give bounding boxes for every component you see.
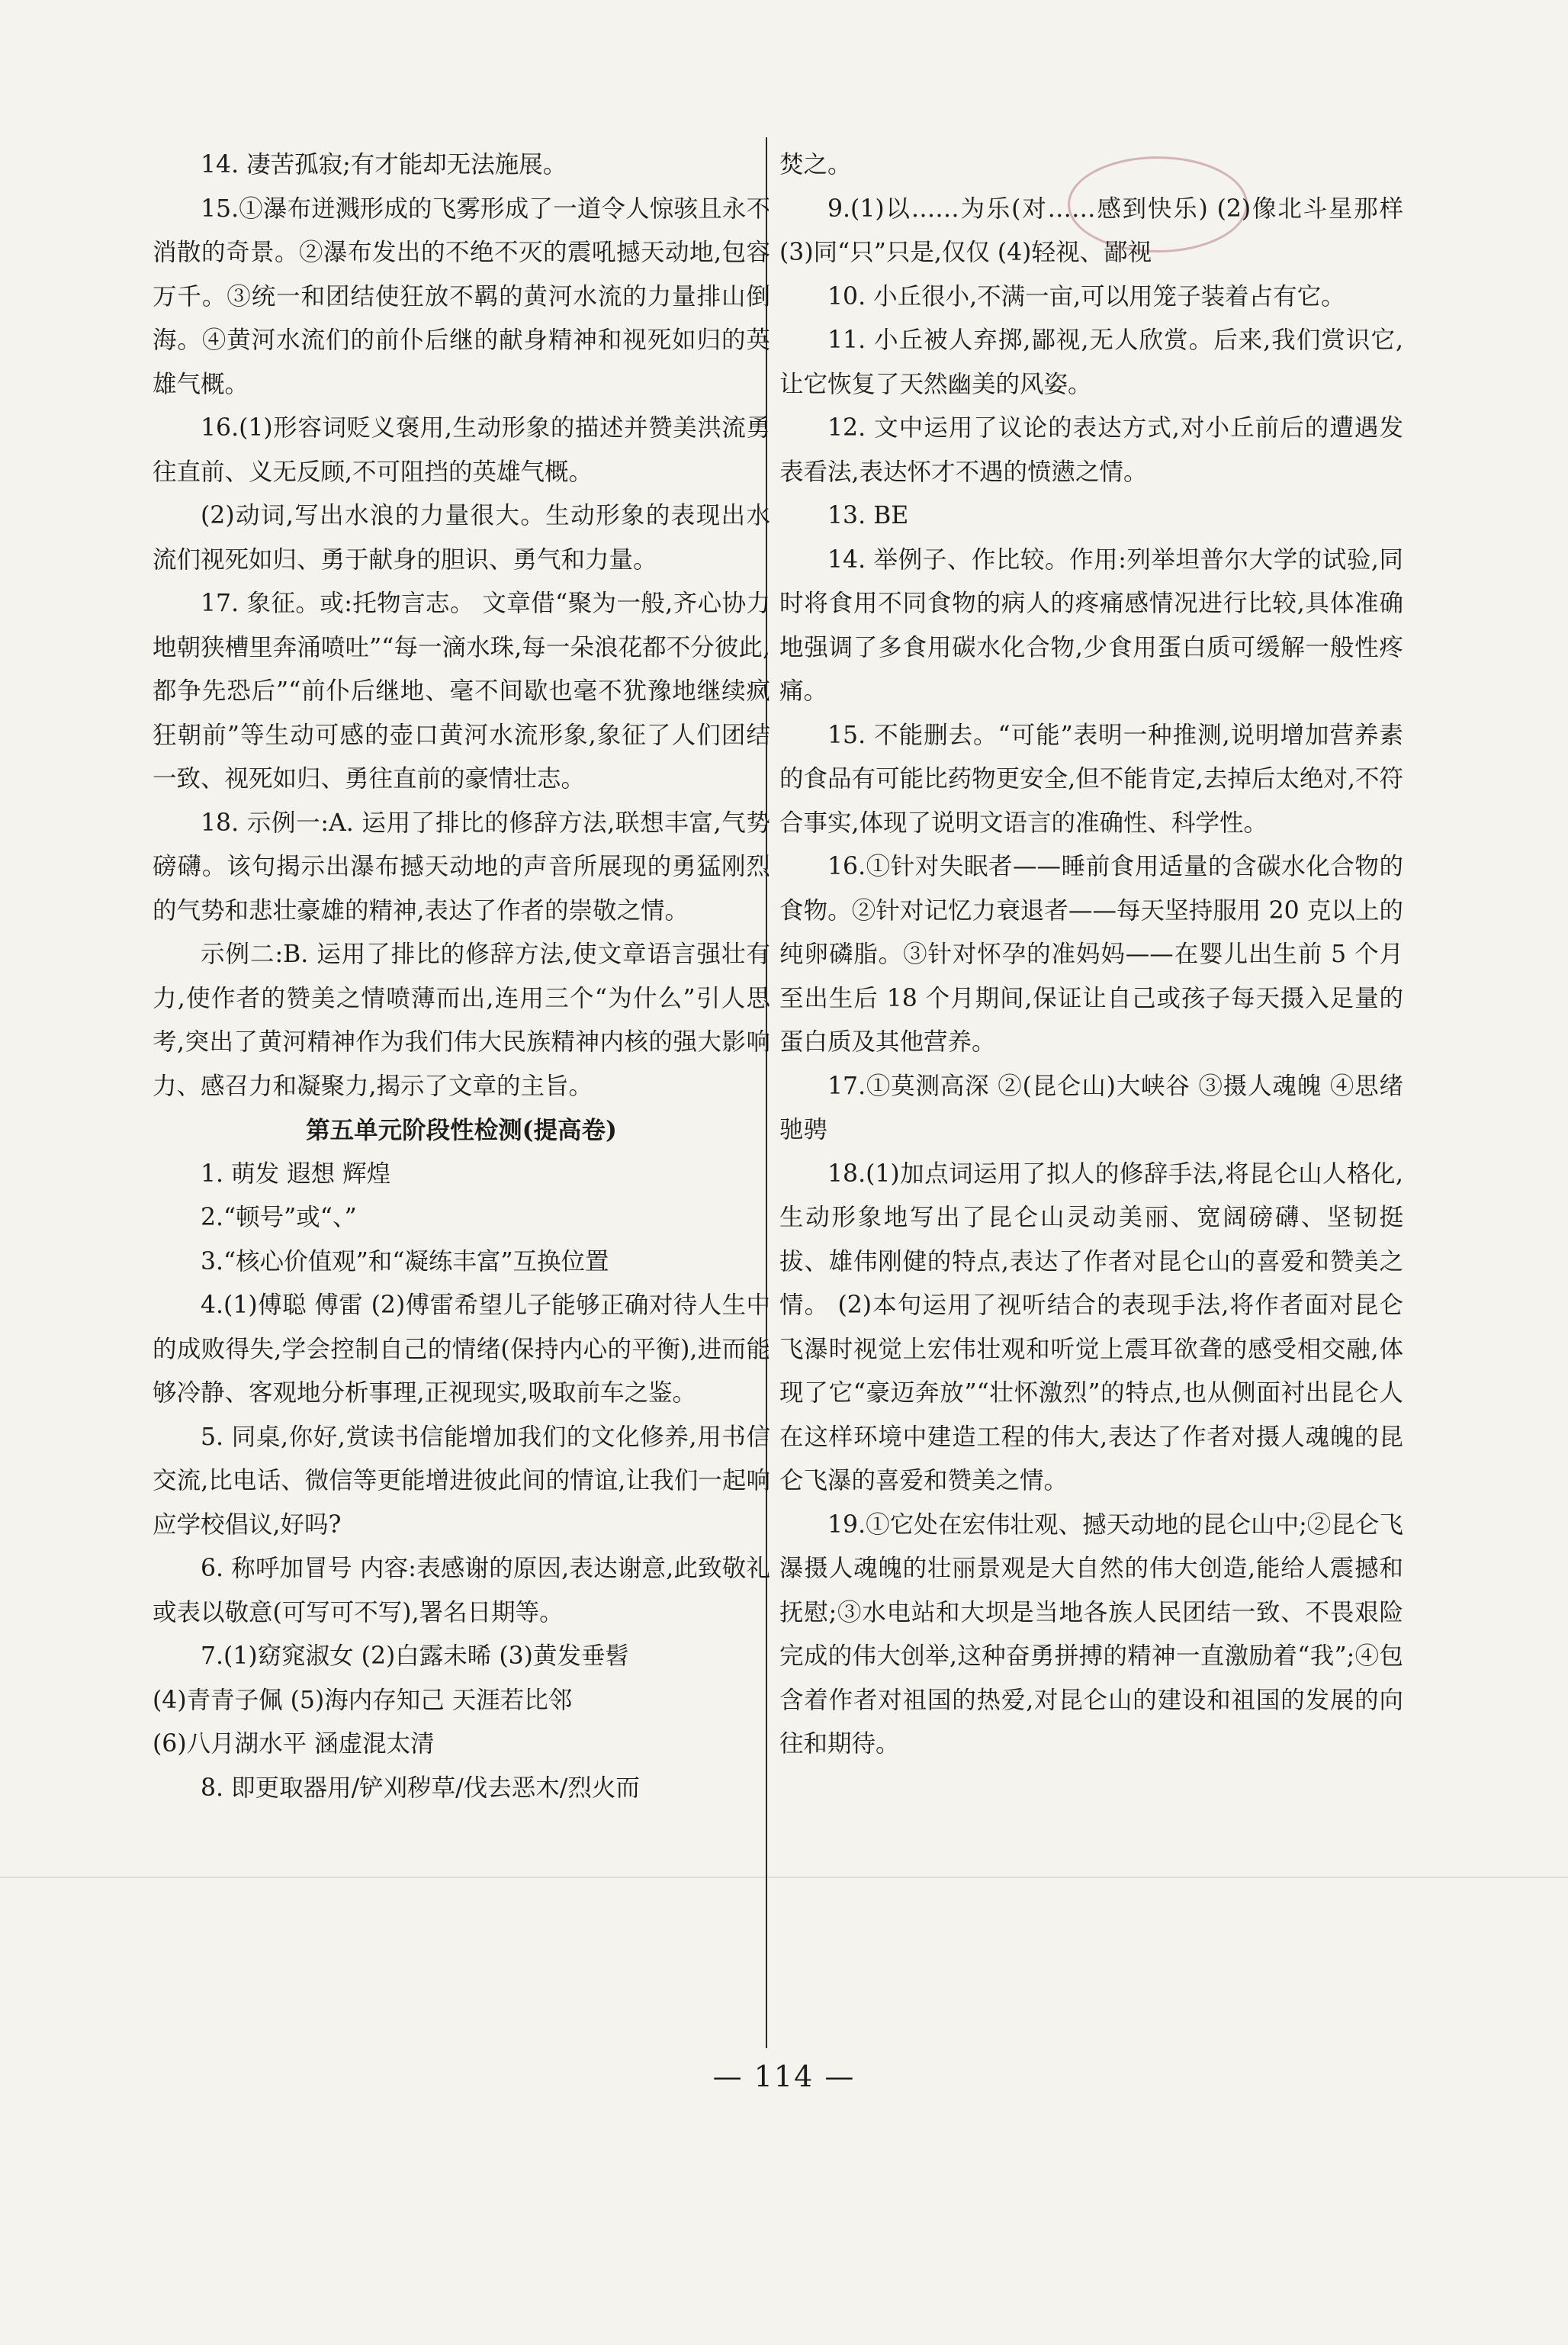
answer-paragraph: 18.(1)加点词运用了拟人的修辞手法,将昆仑山人格化,生动形象地写出了昆仑山灵动美丽、宽阔磅礴、坚韧挺拔、雄伟刚健的特点,表达了作者对昆仑山的喜爱和赞美之情。 (2)本句运用了视听结合的表现手法,将作者面对昆仑飞瀑时视觉上宏伟壮观和听觉上震耳欲聋的感受相交融,体现了它“豪迈奔放”“壮怀激烈”的特点,也从侧面衬出昆仑人在这样环境中建造工程的伟大,表达了作者对摄人魂魄的昆仑飞瀑的喜爱和赞美之情。	[779, 1160, 1403, 1494]
left-column	[153, 143, 770, 1810]
answer-paragraph: 示例二:B. 运用了排比的修辞方法,使文章语言强壮有力,使作者的赞美之情喷薄而出,连用三个“为什么”引人思考,突出了黄河精神作为我们伟大民族精神内核的强大影响力、感召力和凝聚力,揭示了文章的主旨。	[153, 941, 770, 1100]
answer-paragraph: 13. BE	[827, 502, 909, 529]
answer-paragraph: 14. 凄苦孤寂;有才能却无法施展。	[201, 151, 567, 179]
answer-paragraph: 12. 文中运用了议论的表达方式,对小丘前后的遭遇发表看法,表达怀才不遇的愤懑之情。	[779, 414, 1403, 486]
answer-paragraph: 9.(1)以……为乐(对……感到快乐) (2)像北斗星那样 (3)同“只”只是,仅仅 (4)轻视、鄙视	[779, 195, 1403, 266]
answer-paragraph: 17. 象征。或:托物言志。 文章借“聚为一般,齐心协力地朝狭槽里奔涌喷吐”“每一滴水珠,每一朵浪花都不分彼此,都争先恐后”“前仆后继地、毫不间歇也毫不犹豫地继续疯狂朝前”等生动可感的壶口黄河水流形象,象征了人们团结一致、视死如归、勇往直前的豪情壮志。	[153, 590, 770, 793]
answer-paragraph: (6)八月湖水平 涵虚混太清	[153, 1730, 435, 1758]
page-number: — 114 —	[712, 2060, 856, 2093]
answer-paragraph: 7.(1)窈窕淑女 (2)白露未晞 (3)黄发垂髫	[201, 1642, 629, 1670]
answer-paragraph: 11. 小丘被人弃掷,鄙视,无人欣赏。后来,我们赏识它,让它恢复了天然幽美的风姿。	[779, 326, 1403, 398]
answer-paragraph: 5. 同桌,你好,赏读书信能增加我们的文化修养,用书信交流,比电话、微信等更能增进彼此间的情谊,让我们一起响应学校倡议,好吗?	[153, 1423, 770, 1539]
answer-paragraph: 焚之。	[779, 151, 852, 179]
answer-paragraph: 16.①针对失眠者——睡前食用适量的含碳水化合物的食物。②针对记忆力衰退者——每天坚持服用 20 克以上的纯卵磷脂。③针对怀孕的准妈妈——在婴儿出生前 5 个月至出生后 18 个月期间,保证让自己或孩子每天摄入足量的蛋白质及其他营养。	[779, 853, 1403, 1056]
answer-paragraph: 15.①瀑布迸溅形成的飞雾形成了一道令人惊骇且永不消散的奇景。②瀑布发出的不绝不灭的震吼撼天动地,包容万千。③统一和团结使狂放不羁的黄河水流的力量排山倒海。④黄河水流们的前仆后继的献身精神和视死如归的英雄气概。	[153, 195, 770, 398]
answer-paragraph: 14. 举例子、作比较。作用:列举坦普尔大学的试验,同时将食用不同食物的病人的疼痛感情况进行比较,具体准确地强调了多食用碳水化合物,少食用蛋白质可缓解一般性疼痛。	[779, 545, 1403, 705]
section-heading: 第五单元阶段性检测(提高卷)	[306, 1116, 617, 1144]
answer-paragraph: 1. 萌发 遐想 辉煌	[201, 1160, 391, 1188]
page-fold-line	[0, 1877, 1568, 1878]
answer-paragraph: 15. 不能删去。“可能”表明一种推测,说明增加营养素的食品有可能比药物更安全,但不能肯定,去掉后太绝对,不符合事实,体现了说明文语言的准确性、科学性。	[779, 721, 1403, 837]
answer-paragraph: (4)青青子佩 (5)海内存知己 天涯若比邻	[153, 1686, 573, 1714]
answer-paragraph: 17.①莫测高深 ②(昆仑山)大峡谷 ③摄人魂魄 ④思绪驰骋	[779, 1072, 1403, 1144]
answer-paragraph: 3.“核心价值观”和“凝练丰富”互换位置	[201, 1247, 609, 1275]
answer-paragraph: 4.(1)傅聪 傅雷 (2)傅雷希望儿子能够正确对待人生中的成败得失,学会控制自己的情绪(保持内心的平衡),进而能够冷静、客观地分析事理,正视现实,吸取前车之鉴。	[153, 1292, 770, 1407]
right-column	[770, 143, 1403, 1767]
answer-paragraph: 16.(1)形容词贬义褒用,生动形象的描述并赞美洪流勇往直前、义无反顾,不可阻挡的英雄气概。	[153, 414, 770, 486]
answer-paragraph: 2.“顿号”或“、”	[201, 1204, 357, 1231]
answer-paragraph: (2)动词,写出水浪的力量很大。生动形象的表现出水流们视死如归、勇于献身的胆识、勇气和力量。	[153, 502, 770, 574]
answer-paragraph: 8. 即更取器用/铲刈秽草/伐去恶木/烈火而	[201, 1774, 640, 1802]
answer-paragraph: 18. 示例一:A. 运用了排比的修辞方法,联想丰富,气势磅礴。该句揭示出瀑布撼天动地的声音所展现的勇猛刚烈的气势和悲壮豪雄的精神,表达了作者的崇敬之情。	[153, 809, 770, 925]
answer-paragraph: 10. 小丘很小,不满一亩,可以用笼子装着占有它。	[827, 282, 1345, 310]
answer-paragraph: 6. 称呼加冒号 内容:表感谢的原因,表达谢意,此致敬礼或表以敬意(可写可不写),署名日期等。	[153, 1555, 770, 1626]
answer-paragraph: 19.①它处在宏伟壮观、撼天动地的昆仑山中;②昆仑飞瀑摄人魂魄的壮丽景观是大自然的伟大创造,能给人震撼和抚慰;③水电站和大坝是当地各族人民团结一致、不畏艰险完成的伟大创举,这种奋勇拼搏的精神一直激励着“我”;④包含着作者对祖国的热爱,对昆仑山的建设和祖国的发展的向往和期待。	[779, 1510, 1403, 1758]
